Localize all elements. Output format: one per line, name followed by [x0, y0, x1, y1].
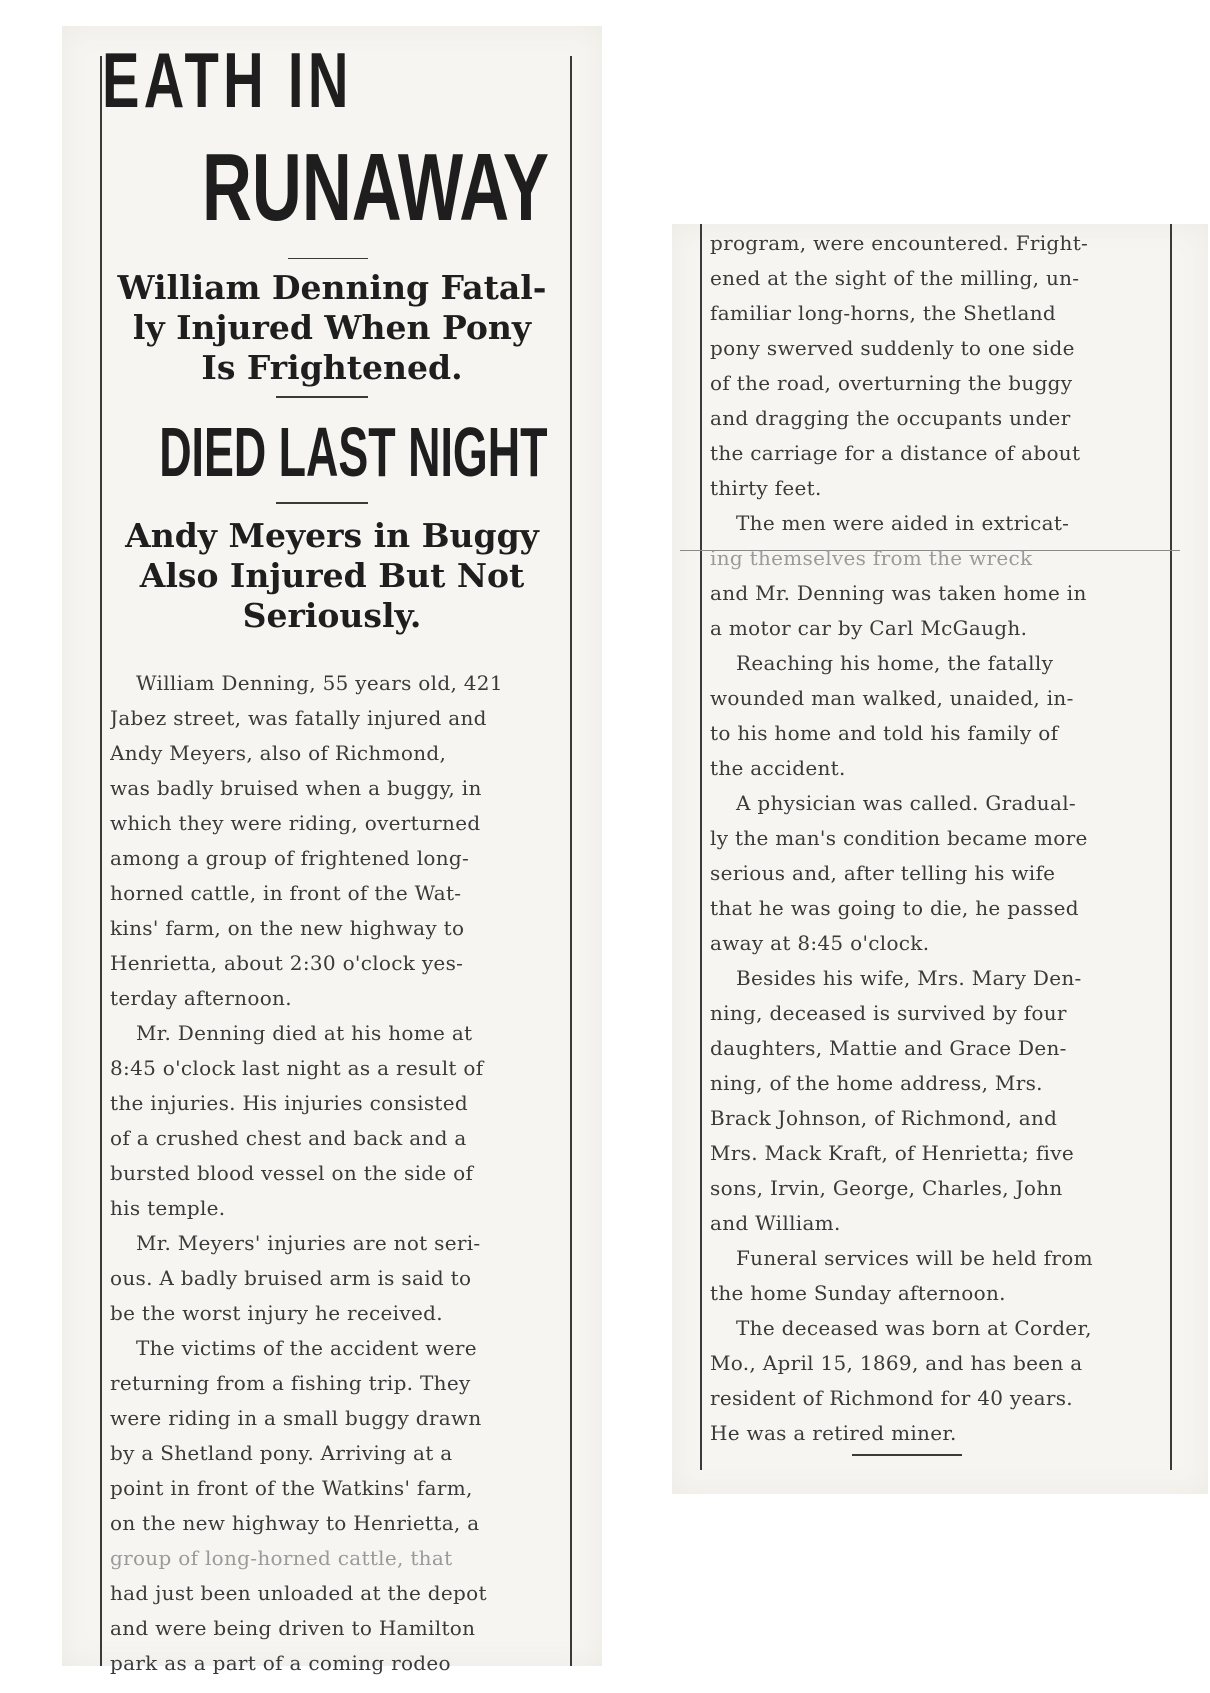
body-line: point in front of the Watkins' farm, — [110, 1476, 473, 1500]
body-line: serious and, after telling his wife — [710, 861, 1056, 885]
body-line: of the road, overturning the buggy — [710, 371, 1073, 395]
body-line: The deceased was born at Corder, — [736, 1316, 1092, 1340]
subhead-2-line-2: Also Injured But Not — [139, 556, 525, 595]
body-line: ing themselves from the wreck — [710, 546, 1033, 570]
headline-2: DIED LAST NIGHT — [159, 413, 548, 491]
left-clipping — [62, 26, 602, 1675]
body-line: pony swerved suddenly to one side — [710, 336, 1075, 360]
body-line: Andy Meyers, also of Richmond, — [110, 741, 447, 765]
body-line: The victims of the accident were — [136, 1336, 477, 1360]
subhead-2-line-3: Seriously. — [242, 596, 422, 635]
headline-divider-3 — [276, 502, 368, 504]
subhead-2-line-1: Andy Meyers in Buggy — [125, 516, 539, 555]
right-article-body — [710, 226, 1168, 1451]
right-clipping — [672, 224, 1208, 1494]
body-line: familiar long-horns, the Shetland — [710, 301, 1057, 325]
body-line: William Denning, 55 years old, 421 — [136, 671, 503, 695]
body-line: and dragging the occupants under — [710, 406, 1071, 430]
body-line: a motor car by Carl McGaugh. — [710, 616, 1028, 640]
body-line: of a crushed chest and back and a — [110, 1126, 467, 1150]
subhead-1-line-2: ly Injured When Pony — [132, 308, 532, 347]
body-line: ning, of the home address, Mrs. — [710, 1071, 1043, 1095]
body-line: thirty feet. — [710, 476, 822, 500]
body-line: Brack Johnson, of Richmond, and — [710, 1106, 1058, 1130]
body-line: were riding in a small buggy drawn — [110, 1406, 482, 1430]
body-line: A physician was called. Gradual- — [736, 791, 1076, 815]
body-line: the carriage for a distance of about — [710, 441, 1081, 465]
right-column-rule-right — [1170, 224, 1172, 1470]
body-line: Funeral services will be held from — [736, 1246, 1093, 1270]
body-line: bursted blood vessel on the side of — [110, 1161, 474, 1185]
body-line: and Mr. Denning was taken home in — [710, 581, 1087, 605]
body-line: Besides his wife, Mrs. Mary Den- — [736, 966, 1082, 990]
body-line: program, were encountered. Fright- — [710, 231, 1089, 255]
body-line: which they were riding, overturned — [110, 811, 481, 835]
body-line: Mo., April 15, 1869, and has been a — [710, 1351, 1083, 1375]
body-line: returning from a fishing trip. They — [110, 1371, 471, 1395]
body-line: Henrietta, about 2:30 o'clock yes- — [110, 951, 464, 975]
body-line: He was a retired miner. — [710, 1421, 957, 1445]
right-column-rule-left — [700, 224, 702, 1470]
body-line: Mrs. Mack Kraft, of Henrietta; five — [710, 1141, 1074, 1165]
body-line: Jabez street, was fatally injured and — [110, 706, 487, 730]
body-line: among a group of frightened long- — [110, 846, 470, 870]
body-line: that he was going to die, he passed — [710, 896, 1079, 920]
headline-divider-1 — [288, 258, 368, 259]
body-line: ened at the sight of the milling, un- — [710, 266, 1080, 290]
body-line: 8:45 o'clock last night as a result of — [110, 1056, 484, 1080]
body-line: Reaching his home, the fatally — [736, 651, 1054, 675]
subhead-1-line-1: William Denning Fatal- — [117, 268, 547, 307]
body-line: by a Shetland pony. Arriving at a — [110, 1441, 453, 1465]
body-line: kins' farm, on the new highway to — [110, 916, 465, 940]
body-line: had just been unloaded at the depot — [110, 1581, 487, 1605]
body-line: The men were aided in extricat- — [736, 511, 1070, 535]
subhead-1-line-3: Is Frightened. — [201, 348, 463, 387]
left-article-body — [110, 666, 570, 1681]
body-line: be the worst injury he received. — [110, 1301, 443, 1325]
closing-dash — [852, 1454, 962, 1456]
body-line: the injuries. His injuries consisted — [110, 1091, 468, 1115]
headline-top: EATH IN — [102, 36, 353, 124]
body-line: daughters, Mattie and Grace Den- — [710, 1036, 1067, 1060]
body-line: and William. — [710, 1211, 841, 1235]
body-line: Mr. Denning died at his home at — [136, 1021, 473, 1045]
body-line: and were being driven to Hamilton — [110, 1616, 476, 1640]
body-line: his temple. — [110, 1196, 226, 1220]
headline-main: RUNAWAY — [202, 134, 549, 241]
body-line: park as a part of a coming rodeo — [110, 1651, 451, 1675]
body-line: ly the man's condition became more — [710, 826, 1088, 850]
body-line: on the new highway to Henrietta, a — [110, 1511, 480, 1535]
body-line: ous. A badly bruised arm is said to — [110, 1266, 472, 1290]
body-line: sons, Irvin, George, Charles, John — [710, 1176, 1063, 1200]
body-line: group of long-horned cattle, that — [110, 1546, 453, 1570]
body-line: the home Sunday afternoon. — [710, 1281, 1006, 1305]
body-line: away at 8:45 o'clock. — [710, 931, 930, 955]
body-line: ning, deceased is survived by four — [710, 1001, 1067, 1025]
body-line: Mr. Meyers' injuries are not seri- — [136, 1231, 481, 1255]
body-line: to his home and told his family of — [710, 721, 1059, 745]
body-line: was badly bruised when a buggy, in — [110, 776, 482, 800]
headline-divider-2 — [276, 396, 368, 398]
body-line: the accident. — [710, 756, 846, 780]
body-line: terday afternoon. — [110, 986, 292, 1010]
body-line: horned cattle, in front of the Wat- — [110, 881, 462, 905]
body-line: wounded man walked, unaided, in- — [710, 686, 1074, 710]
body-line: resident of Richmond for 40 years. — [710, 1386, 1073, 1410]
